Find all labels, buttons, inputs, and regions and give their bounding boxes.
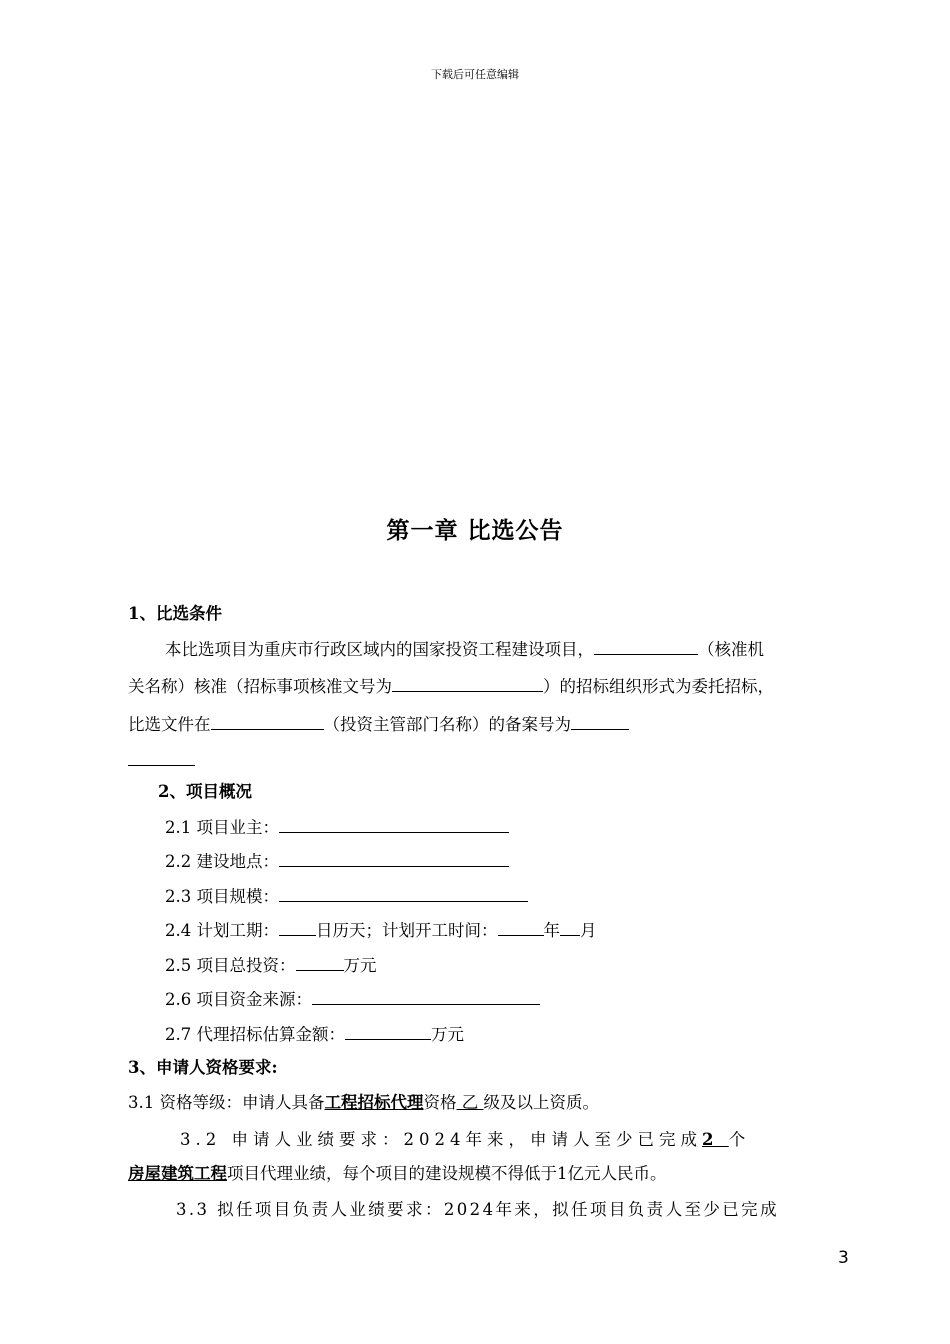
blank-field bbox=[594, 637, 698, 655]
section-1-para-line-3 bbox=[128, 712, 629, 737]
header-note: 下载后可任意编辑 bbox=[431, 68, 519, 81]
blank-field bbox=[571, 712, 629, 730]
text: 关名称）核准（招标事项核准文号为 bbox=[128, 677, 392, 696]
blank-field bbox=[128, 748, 195, 766]
item-project-owner bbox=[165, 815, 509, 840]
section-1-para-line-1 bbox=[165, 637, 764, 662]
section-1-para-line-2 bbox=[128, 674, 774, 699]
blank-field bbox=[279, 815, 509, 833]
text: 万元 bbox=[431, 1025, 464, 1044]
text: 2.4 计划工期： bbox=[165, 921, 279, 940]
qualification-type: 工程招标代理 bbox=[324, 1093, 424, 1112]
text: 项目代理业绩，每个项目的建设规模不得低于1亿元人民币。 bbox=[227, 1164, 667, 1183]
text: 资格 bbox=[423, 1093, 457, 1112]
blank-field bbox=[345, 1022, 431, 1040]
section-3-heading: 3、申请人资格要求: bbox=[128, 1058, 278, 1077]
text: 2.2 建设地点： bbox=[165, 852, 279, 871]
text: 2.6 项目资金来源： bbox=[165, 990, 312, 1009]
item-planned-period bbox=[165, 918, 597, 943]
text: 级及以上资质。 bbox=[483, 1093, 599, 1112]
performance-requirement-line-1 bbox=[180, 1128, 750, 1152]
blank-field bbox=[279, 884, 528, 902]
blank-space bbox=[718, 1130, 728, 1149]
project-category: 房屋建筑工程 bbox=[128, 1164, 227, 1183]
blank-field bbox=[498, 918, 544, 936]
text: 2.3 项目规模： bbox=[165, 887, 279, 906]
text: 2.7 代理招标估算金额： bbox=[165, 1025, 345, 1044]
text: 年 bbox=[543, 921, 560, 940]
text: 比选文件在 bbox=[128, 715, 211, 734]
text: 3.2 申请人业绩要求：2024年来，申请人至少已完成 bbox=[180, 1130, 702, 1149]
section-1-heading: 1、比选条件 bbox=[128, 604, 222, 623]
text: 3.1 资格等级：申请人具备 bbox=[128, 1093, 325, 1112]
text: （核准机 bbox=[698, 640, 764, 659]
text: 个 bbox=[728, 1130, 751, 1149]
item-total-investment bbox=[165, 953, 377, 978]
section-1-para-line-4 bbox=[128, 748, 195, 773]
text: 日历天；计划开工时间： bbox=[316, 921, 498, 940]
performance-requirement-line-2 bbox=[128, 1162, 667, 1186]
qualification-grade: 乙 bbox=[456, 1093, 484, 1112]
blank-field bbox=[312, 987, 540, 1005]
blank-field bbox=[279, 849, 509, 867]
blank-field bbox=[279, 918, 316, 936]
text: ）的招标组织形式为委托招标， bbox=[543, 677, 774, 696]
project-count: 2 bbox=[701, 1130, 719, 1149]
section-2-heading: 2、项目概况 bbox=[158, 782, 252, 801]
text: 本比选项目为重庆市行政区域内的国家投资工程建设项目， bbox=[165, 640, 594, 659]
blank-field bbox=[296, 953, 344, 971]
item-fund-source bbox=[165, 987, 540, 1012]
item-project-scale bbox=[165, 884, 528, 909]
text: （投资主管部门名称）的备案号为 bbox=[323, 715, 571, 734]
text: 万元 bbox=[343, 956, 377, 975]
manager-requirement: 3.3 拟任项目负责人业绩要求：2024年来，拟任项目负责人至少已完成 bbox=[176, 1200, 779, 1219]
blank-field bbox=[560, 918, 580, 936]
item-agency-fee bbox=[165, 1022, 464, 1047]
chapter-title: 第一章 比选公告 bbox=[386, 517, 564, 544]
page-number: 3 bbox=[838, 1248, 849, 1268]
text: 2.1 项目业主： bbox=[165, 818, 279, 837]
text: 月 bbox=[580, 921, 597, 940]
text: 2.5 项目总投资： bbox=[165, 956, 296, 975]
qualification-level bbox=[128, 1091, 599, 1115]
blank-field bbox=[392, 674, 543, 692]
blank-field bbox=[211, 712, 324, 730]
item-construction-site bbox=[165, 849, 509, 874]
